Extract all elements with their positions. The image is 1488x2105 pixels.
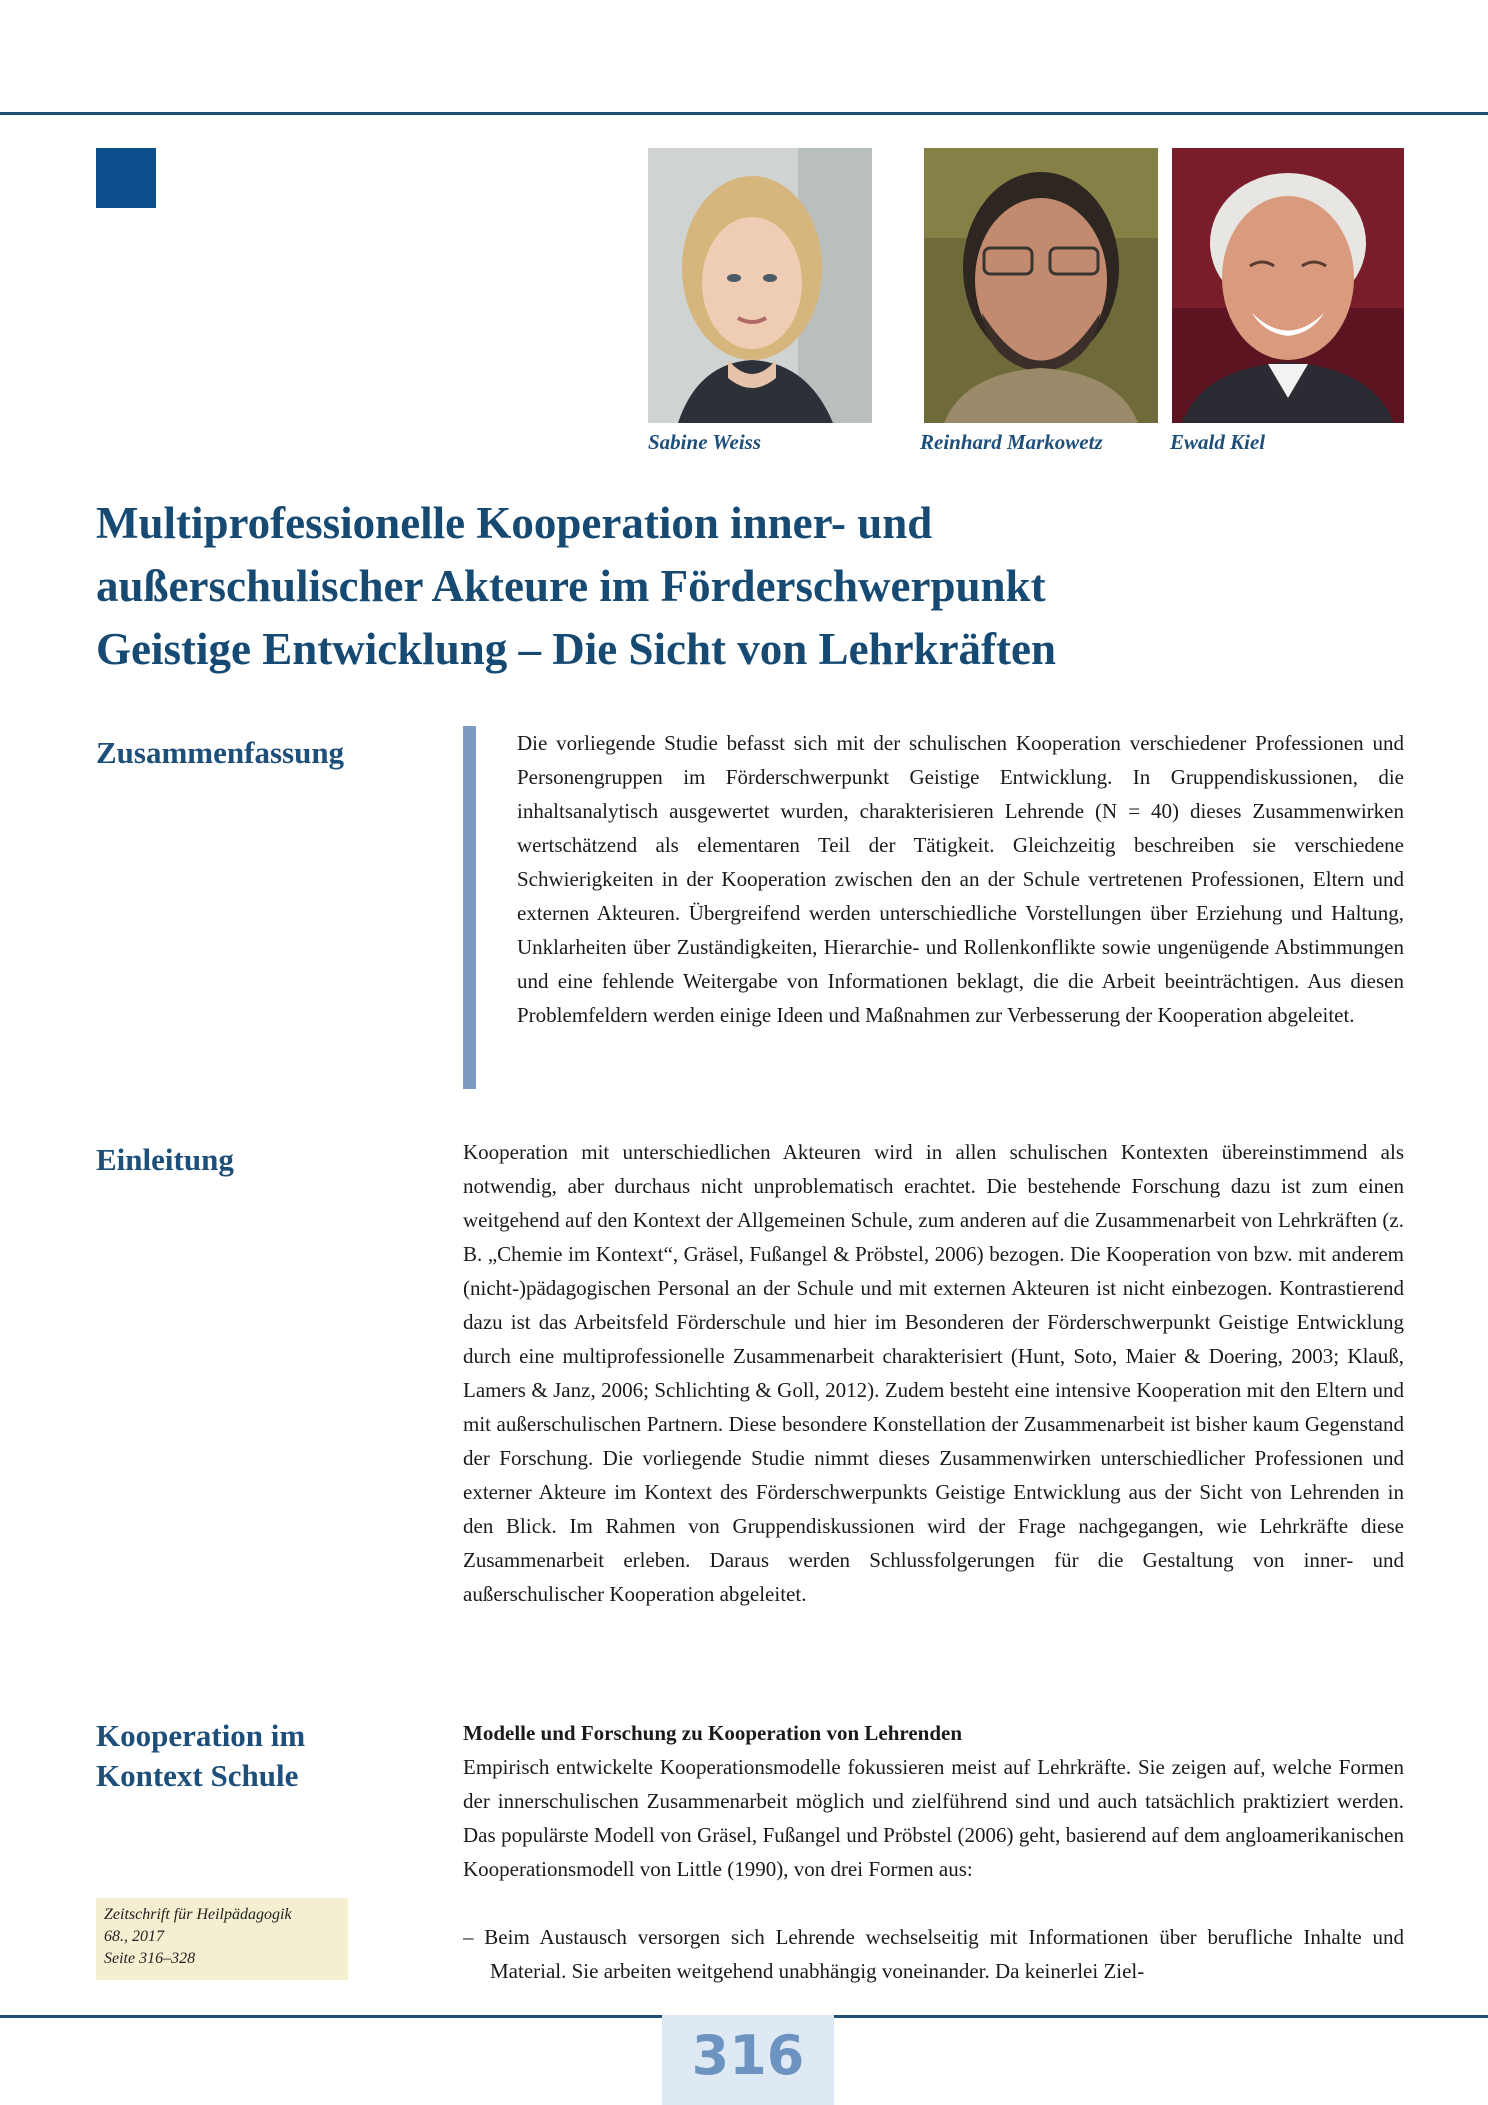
- citation-volume: 68., 2017: [104, 1928, 164, 1945]
- author-name-markowetz: Reinhard Markowetz: [920, 430, 1103, 454]
- section-heading-cooperation: [96, 1716, 305, 1796]
- accent-square: [96, 148, 156, 208]
- section-heading-line: Kontext Schule: [96, 1758, 299, 1793]
- citation-journal: Zeitschrift für Heilpädagogik: [104, 1906, 292, 1923]
- author-name-kiel: Ewald Kiel: [1170, 430, 1266, 454]
- models-subheading: Modelle und Forschung zu Kooperation von Lehrenden: [463, 1721, 962, 1745]
- abstract-text: Die vorliegende Studie befasst sich mit der schulischen Kooperation verschiedener Professionen und Personengruppen im Förderschwerpunkt Geistige Entwicklung. In Gruppendiskussionen, die inhaltsanalytisch ausgewertet wurden, charakterisieren Lehrende (N = 40) dieses Zusammenwirken wertschätzend als elementaren Teil der Tätigkeit. Gleichzeitig beschreiben sie verschiedene Schwierigkeiten in der Kooperation zwischen den an der Schule vertretenen Professionen, Eltern und externen Akteuren. Übergreifend werden unterschiedliche Vorstellungen über Erziehung und Haltung, Unklarheiten über Zuständigkeiten, Hierarchie- und Rollenkonflikte sowie ungenügende Abstimmungen und eine fehlende Weitergabe von Informationen beklagt, die die Arbeit beeinträchtigen. Aus diesen Problemfeldern werden einige Ideen und Maßnahmen zur Verbesserung der Kooperation abgeleitet.: [517, 731, 1404, 1027]
- intro-text: Kooperation mit unterschiedlichen Akteuren wird in allen schulischen Kontexten übereinstimmend als notwendig, aber durchaus nicht unproblematisch erachtet. Die bestehende Forschung dazu ist zum einen weitgehend auf den Kontext der Allgemeinen Schule, zum anderen auf die Zusammenarbeit von Lehrkräften (z. B. „Chemie im Kontext“, Gräsel, Fußangel & Pröbstel, 2006) bezogen. Die Kooperation von bzw. mit anderem (nicht-)pädagogischen Personal an der Schule und mit externen Akteuren ist nicht einbezogen. Kontrastierend dazu ist das Arbeitsfeld Förderschule und hier im Besonderen der Förderschwerpunkt Geistige Entwicklung durch eine multiprofessionelle Zusammenarbeit charakterisiert (Hunt, Soto, Maier & Doering, 2003; Klauß, Lamers & Janz, 2006; Schlichting & Goll, 2012). Zudem besteht eine intensive Kooperation mit den Eltern und mit außerschulischen Partnern. Diese besondere Konstellation der Zusammenarbeit ist bisher kaum Gegenstand der Forschung. Die vorliegende Studie nimmt dieses Zusammenwirken unterschiedlicher Professionen und externer Akteure im Kontext des Förderschwerpunkts Geistige Entwicklung aus der Sicht von Lehrenden in den Blick. Im Rahmen von Gruppendiskussionen wird der Frage nachgegangen, wie Lehrkräfte diese Zusammenarbeit erleben. Daraus werden Schlussfolgerungen für die Gestaltung von inner- und außerschulischer Kooperation abgeleitet.: [463, 1140, 1404, 1606]
- section-heading-intro: Einleitung: [96, 1142, 234, 1177]
- section-heading-line: Kooperation im: [96, 1718, 306, 1753]
- author-photo-weiss: [648, 148, 872, 423]
- journal-citation-box: [96, 1898, 348, 1980]
- models-body-text: Empirisch entwickelte Kooperationsmodelle fokussieren meist auf Lehrkräfte. Sie zeigen auf, welche Formen der innerschulischen Zusammenarbeit möglich und zielführend sind und auch tatsächlich praktiziert werden. Das populärste Modell von Gräsel, Fußangel und Pröbstel (2006) geht, basierend auf dem angloamerikanischen Kooperationsmodell von Little (1990), von drei Formen aus:: [463, 1755, 1404, 1881]
- author-name-weiss: Sabine Weiss: [648, 430, 761, 454]
- page-number: 316: [662, 2015, 834, 2105]
- models-bullet-item: – Beim Austausch versorgen sich Lehrende wechselseitig mit Informationen über berufliche Inhalte und Material. Sie arbeiten weitgehend unabhängig voneinander. Da keinerlei Ziel-: [463, 1925, 1404, 1983]
- article-title: [96, 492, 1416, 681]
- author-photo-kiel: [1172, 148, 1404, 423]
- abstract-accent-bar: [463, 726, 476, 1089]
- title-line: außerschulischer Akteure im Förderschwerpunkt: [96, 561, 1046, 611]
- title-line: Geistige Entwicklung – Die Sicht von Lehrkräften: [96, 624, 1057, 674]
- author-photo-markowetz: [924, 148, 1158, 423]
- title-line: Multiprofessionelle Kooperation inner- und: [96, 498, 933, 548]
- citation-pages: Seite 316–328: [104, 1950, 196, 1967]
- top-rule: [0, 112, 1488, 115]
- section-heading-abstract: Zusammenfassung: [96, 735, 345, 770]
